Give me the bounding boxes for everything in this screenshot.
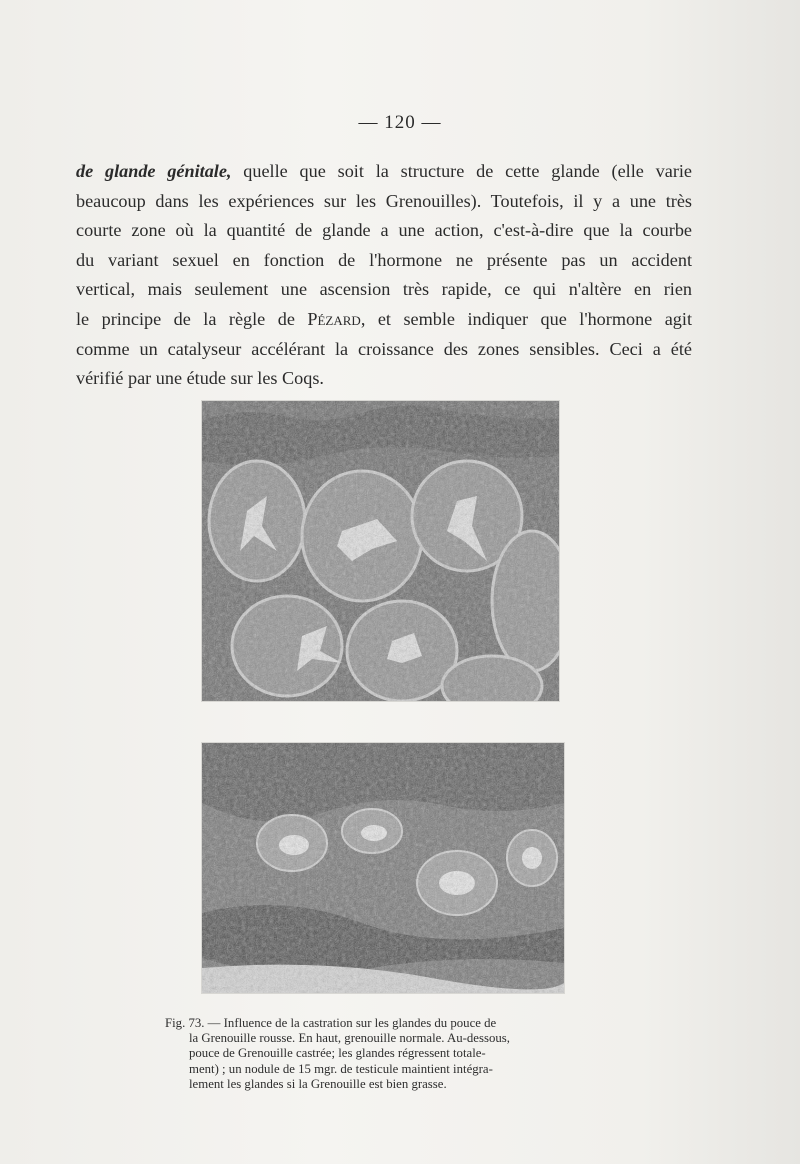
caption-line: la Grenouille rousse. En haut, grenouille normale. Au-dessous, [189,1031,510,1046]
caption-line: lement les glandes si la Grenouille est bien grasse. [189,1076,447,1091]
micrograph-castrated-image [202,743,564,993]
caption-line: ment) ; un nodule de 15 mgr. de testicule maintient intégra- [189,1061,493,1076]
body-line: du variant sexuel en fonction de l'hormone ne présente pas un accident [76,249,692,270]
caption-line: Fig. 73. — Influence de la castration sur les glandes du pouce de [165,1016,497,1030]
body-line: comme un catalyseur accélérant la croissance des zones sensibles. Ceci a été [76,338,692,359]
author-name: Pézard [307,308,361,329]
page-number: — 120 — [358,112,442,133]
body-line-text: quelle que soit la structure de cette glande (elle varie [231,161,693,181]
body-paragraph [76,157,692,394]
body-line [76,157,692,187]
body-line-text: , et semble indiquer que l'hormone agit [360,308,692,329]
body-line-text: le principe de la règle de [76,308,308,329]
micrograph-castrated [201,742,565,994]
body-line: vérifié par une étude sur les Coqs. [76,368,324,389]
body-line: beaucoup dans les expériences sur les Grenouilles). Toutefois, il y a une très [76,190,692,211]
body-line: vertical, mais seulement une ascension très rapide, ce qui n'altère en rien [76,279,692,300]
caption-line: pouce de Grenouille castrée; les glandes régressent totale- [189,1046,486,1061]
body-line [76,305,692,335]
body-line: courte zone où la quantité de glande a une action, c'est-à-dire que la courbe [76,220,692,241]
italic-term: de glande génitale, [76,161,232,181]
figure-caption [165,1016,601,1092]
micrograph-normal-image [202,401,559,701]
micrograph-normal [201,400,560,702]
